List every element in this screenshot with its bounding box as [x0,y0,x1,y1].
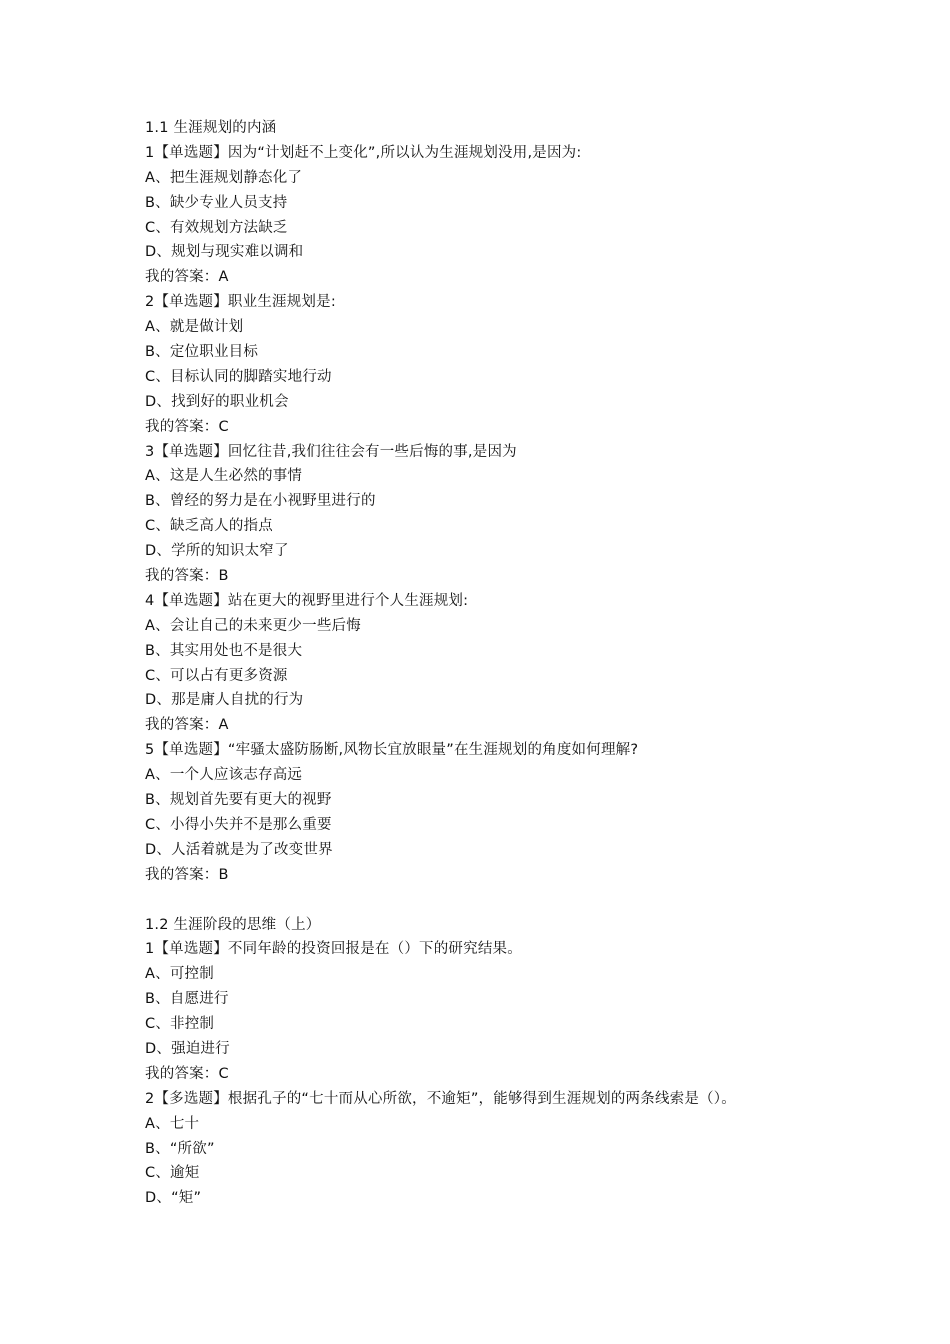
question-stem: 1【单选题】因为“计划赶不上变化”,所以认为生涯规划没用,是因为: [145,144,582,161]
option-a: A、可控制 [145,966,214,983]
option-c: C、小得小失并不是那么重要 [145,816,332,833]
section-heading: 1.2 生涯阶段的思维（上） [145,916,321,933]
my-answer: 我的答案：B [145,568,229,585]
question-stem: 4【单选题】站在更大的视野里进行个人生涯规划: [145,592,469,609]
option-d: D、那是庸人自扰的行为 [145,692,304,709]
option-d: D、学所的知识太窄了 [145,543,289,560]
my-answer: 我的答案：C [145,1065,229,1082]
question-stem: 3【单选题】回忆往昔,我们往往会有一些后悔的事,是因为 [145,443,517,460]
option-a: A、一个人应该志存高远 [145,767,303,784]
option-b: B、缺少专业人员支持 [145,194,288,211]
option-a: A、七十 [145,1115,200,1132]
section-heading: 1.1 生涯规划的内涵 [145,120,277,136]
my-answer: 我的答案：A [145,717,229,734]
question-stem: 1【单选题】不同年龄的投资回报是在（）下的研究结果。 [145,941,522,958]
question-stem: 5【单选题】“牢骚太盛防肠断,风物长宜放眼量”在生涯规划的角度如何理解? [145,742,639,759]
option-d: D、人活着就是为了改变世界 [145,841,333,858]
option-b: B、规划首先要有更大的视野 [145,792,332,809]
option-d: D、“矩” [145,1190,202,1207]
my-answer: 我的答案：A [145,269,229,286]
option-b: B、“所欲” [145,1140,215,1157]
option-b: B、定位职业目标 [145,344,259,361]
option-d: D、规划与现实难以调和 [145,244,304,261]
option-c: C、逾矩 [145,1165,200,1182]
option-b: B、其实用处也不是很大 [145,642,303,659]
my-answer: 我的答案：C [145,418,229,435]
option-c: C、缺乏高人的指点 [145,518,273,535]
option-c: C、目标认同的脚踏实地行动 [145,368,332,385]
question-stem: 2【单选题】职业生涯规划是: [145,294,336,311]
option-d: D、强迫进行 [145,1040,230,1057]
option-a: A、这是人生必然的事情 [145,468,303,485]
option-c: C、非控制 [145,1016,215,1033]
option-a: A、会让自己的未来更少一些后悔 [145,617,361,634]
option-b: B、自愿进行 [145,991,229,1008]
option-c: C、有效规划方法缺乏 [145,219,288,236]
option-b: B、曾经的努力是在小视野里进行的 [145,493,376,510]
option-d: D、找到好的职业机会 [145,393,289,410]
document-content [145,116,845,1211]
option-c: C、可以占有更多资源 [145,667,288,684]
option-a: A、就是做计划 [145,319,244,336]
my-answer: 我的答案：B [145,866,229,883]
option-a: A、把生涯规划静态化了 [145,169,303,186]
section-spacer [145,888,845,913]
question-stem: 2【多选题】根据孔子的“七十而从心所欲，不逾矩”，能够得到生涯规划的两条线索是（）。 [145,1090,736,1107]
